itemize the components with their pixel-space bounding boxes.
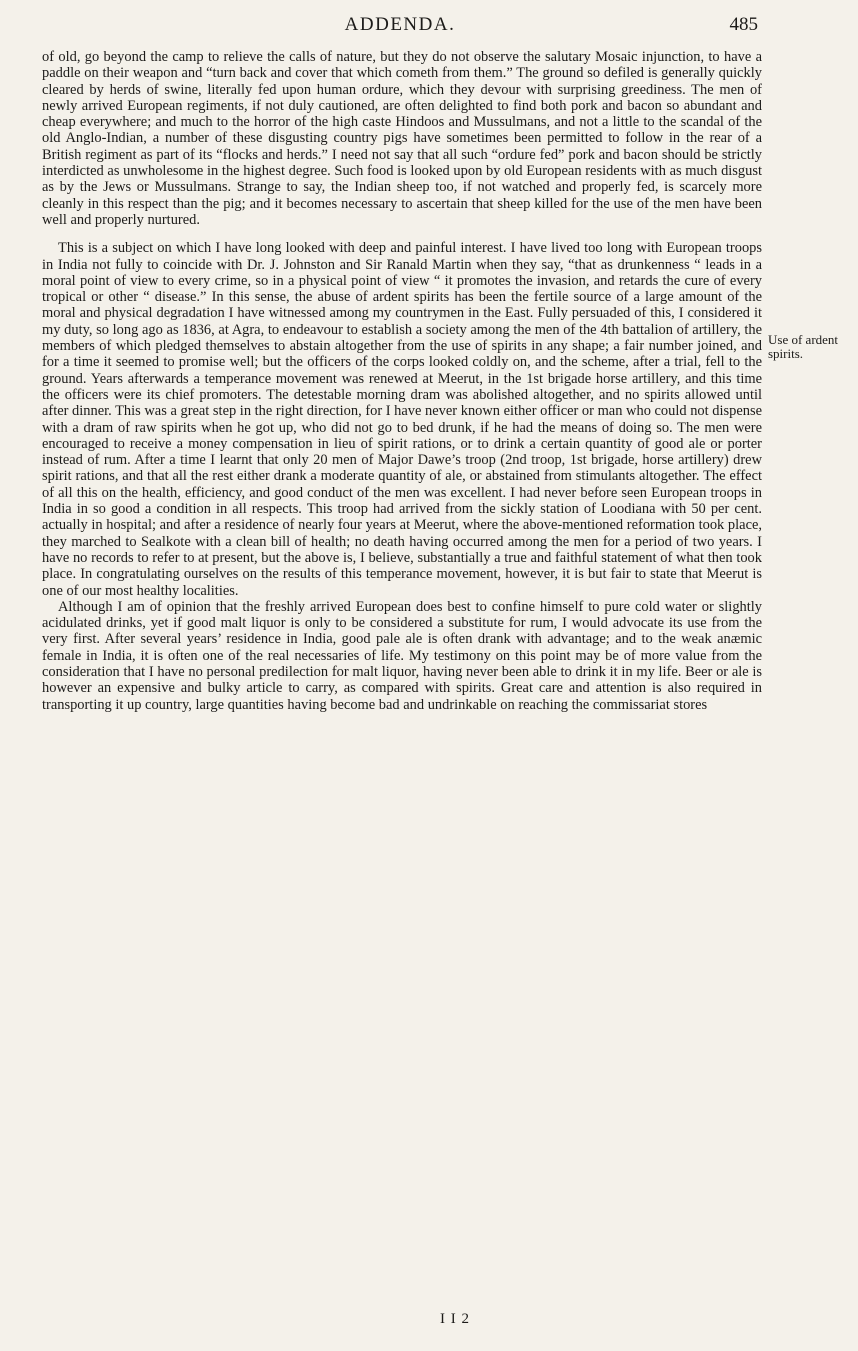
running-title: ADDENDA. [344, 14, 456, 35]
paragraph-3: Although I am of opinion that the freshly arrived European does best to confine himself to pure cold water or slightly acidulated drinks, yet if good malt liquor is only to be considered a substitute for rum, I would advocate its use from the very first. After several years’ residence in India, good pale ale is often drank with advantage; and to the weak anæmic female in India, it is often one of the real necessaries of life. My testimony on this point may be of more value from the consideration that I have no personal predilection for malt liquor, having never been able to drink it in my life. Beer or ale is however an expensive and bulky article to carry, as compared with spirits. Great care and attention is also required in transporting it up country, large quantities having become bad and undrinkable on reaching the commissariat stores [42, 598, 762, 713]
running-header [42, 14, 758, 42]
page-body [42, 49, 762, 713]
paragraph-2: This is a subject on which I have long looked with deep and painful interest. I have lived too long with European troops in India not fully to coincide with Dr. J. Johnston and Sir Ranald Martin when they say, “that as drunkenness “ leads in a moral point of view to every crime, so in a physical point of view “ it promotes the invasion, and retards the cure of every tropical or other “ disease.” In this sense, the abuse of ardent spirits has been the fertile source of a large amount of the moral and physical degradation I have witnessed among my countrymen in the East. Fully persuaded of this, I considered it my duty, so long ago as 1836, at Agra, to endeavour to establish a society among the men of the 4th battalion of artillery, the members of which pledged themselves to abstain altogether from the use of spirits in any shape; a fair number joined, and for a time it seemed to promise well; but the officers of the corps looked coldly on, and the scheme, after a trial, fell to the ground. Years afterwards a temperance movement was renewed at Meerut, in the 1st brigade horse artillery, and this time the officers were its chief promoters. The detestable morning dram was abolished altogether, and no spirits allowed until after dinner. This was a great step in the right direction, for I have never known either officer or man who could not dispense with a dram of raw spirits when he got up, who did not go to bed drunk, if he had the means of doing so. The men were encouraged to receive a money compensation in lieu of spirit rations, or to drink a certain quantity of good ale or porter instead of rum. After a time I learnt that only 20 men of Major Dawe’s troop (2nd troop, 1st brigade, horse artillery) drew spirit rations, and that all the rest either drank a moderate quantity of ale, or abstained from stimulants altogether. The effect of all this on the health, efficiency, and good conduct of the men was excellent. I had never before seen European troops in India in so good a condition in all respects. This troop had arrived from the sickly station of Loodiana with 50 per cent. actually in hospital; and after a residence of nearly four years at Meerut, where the above-mentioned reformation took place, they marched to Sealkote with a clean bill of health; no death having occurred among the men for a period of two years. I have no records to refer to at present, but the above is, I believe, substantially a true and faithful statement of what then took place. In congratulating ourselves on the results of this temperance movement, however, it is but fair to state that Meerut is one of our most healthy localities. [42, 240, 762, 599]
page-number: 485 [729, 14, 758, 35]
marginal-note: Use of ardent spirits. [768, 332, 839, 361]
paragraph-1: of old, go beyond the camp to relieve the calls of nature, but they do not observe the salutary Mosaic injunction, to have a paddle on their weapon and “turn back and cover that which cometh from them.” The ground so defiled is generally quickly cleared by herds of swine, literally fed upon human ordure, which they devour with surprising greediness. The men of newly arrived European regiments, if not duly cautioned, are often delighted to find both pork and bacon so abundant and cheap everywhere; and much to the horror of the high caste Hindoos and Mussulmans, and not a little to the scandal of the old Anglo-Indian, a number of these disgusting country pigs have sometimes been permitted to follow in the rear of a British regiment as part of its “flocks and herds.” I need not say that all such “ordure fed” pork and bacon should be strictly interdicted as unwholesome in the highest degree. Such food is looked upon by old European residents with as much disgust as by the Jews or Mussulmans. Strange to say, the Indian sheep too, if not watched and properly fed, is scarcely more cleanly in this respect than the pig; and it becomes necessary to ascertain that sheep killed for the use of the men have been well and properly nurtured. [42, 49, 762, 228]
signature-mark: I I 2 [440, 1311, 470, 1327]
